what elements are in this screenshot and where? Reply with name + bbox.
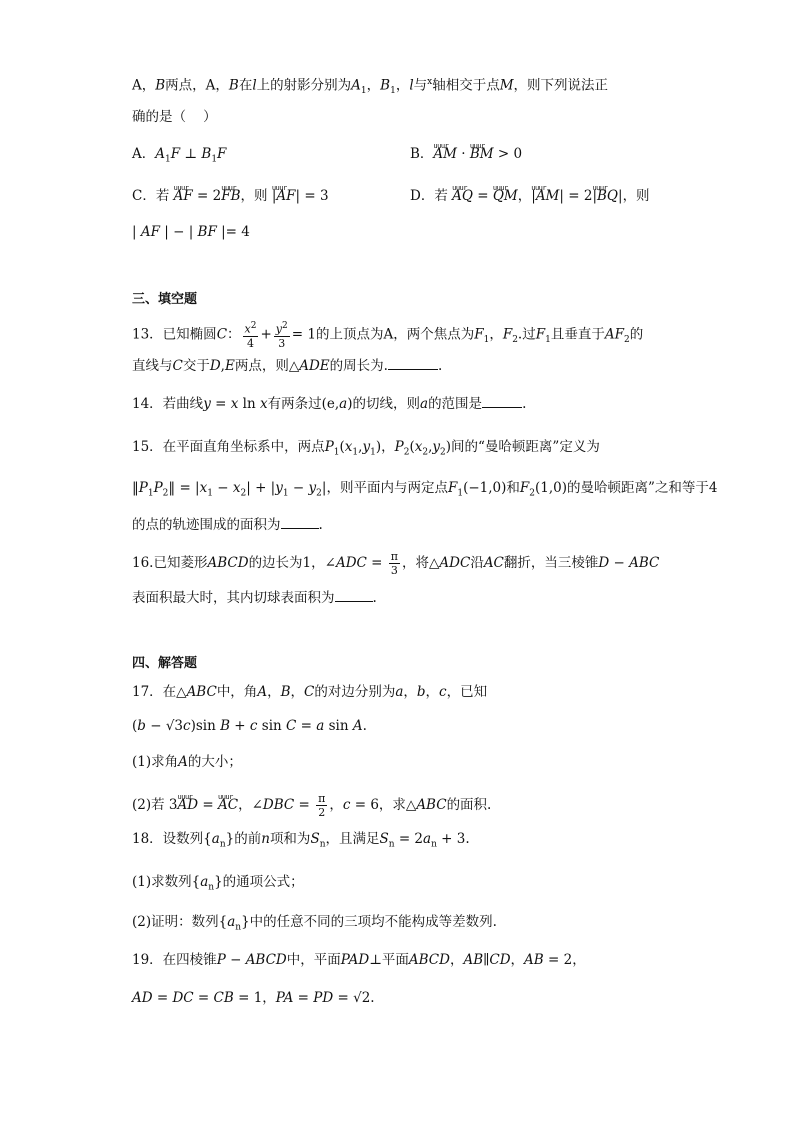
q12-option-d-line2: | AF | − | BF |= 4 <box>132 224 250 240</box>
q12-line2: 确的是（ ） <box>132 109 217 125</box>
q13-line1: 13．已知椭圆C： $\frac{x^2}{4}$ + $\frac{y^2}{3}$ = 1的上顶点为A，两个焦点为$F_1$，$F_2$.过$F_1$且垂直于$AF_2$的 <box>132 321 644 350</box>
q17-sub1: (1)求角A的大小； <box>132 754 242 770</box>
q18-sub1: (1)求数列$\{a_n\}$的通项公式； <box>132 874 304 893</box>
q17-line1: 17．在△ABC中，角A，B，C的对边分别为a，b，c，已知 <box>132 684 488 700</box>
q18-sub2: (2)证明：数列$\{a_n\}$中的任意不同的三项均不能构成等差数列. <box>132 914 497 933</box>
q19-line1: 19．在四棱锥P − ABCD中，平面PAD⊥平面ABCD，AB∥CD，AB = 2， <box>132 952 586 968</box>
q15-line1: 15．在平面直角坐标系中，两点$P_1(x_1,y_1)$，$P_2(x_2,y_2)$间的“曼哈顿距离”定义为 <box>132 439 600 458</box>
q16-line1: 16.已知菱形ABCD的边长为1，∠ADC = $\frac{\pi}{3}$ ，将△ADC沿AC翻折，当三棱锥D − ABC <box>132 550 660 577</box>
q12-option-d: D．若 uuur AQ = uuur QM，uuur |AM| = 2uuur |BQ|，则 <box>410 186 650 206</box>
q15-line3: 的点的轨迹围成的面积为 . <box>132 517 323 533</box>
q15-line2: $‖P_1P_2‖ = |x_1 - x_2| + |y_1 - y_2|$，则平面内与两定点$F_1(-1,0)$和$F_2(1,0)$的曼哈顿距离”之和等于4 <box>132 480 718 499</box>
q12-option-b: B．uuur AM · uuur BM > 0 <box>410 144 522 164</box>
q16-line2: 表面积最大时，其内切球表面积为 . <box>132 590 377 606</box>
q18-line1: 18．设数列$\{a_n\}$的前n项和为$S_n$，且满足$S_n = 2a_n + 3$. <box>132 831 470 850</box>
q17-sub2: (2)若 3uuur AD = uuur AC，∠DBC = $\frac{\pi}{2}$ ，c = 6，求△ABC的面积. <box>132 792 491 819</box>
q12-line1: A，B两点，A，B在l上的射影分别为$A_1$，$B_1$，l与$^x$轴相交于点M，则下列说法正 <box>132 77 609 97</box>
section-solve: 四、解答题 <box>132 656 198 671</box>
q12-option-c: C．若 uuur AF = 2uuur FB，则 uuur |AF| = 3 <box>132 186 329 206</box>
q17-line2: (b − √3c)sin B + c sin C = a sin A. <box>132 718 367 734</box>
section-fill-blank: 三、填空题 <box>132 292 198 307</box>
q12-option-a: A．$A_1F$ ⊥ $B_1F$ <box>132 146 227 165</box>
q19-line2: AD = DC = CB = 1，PA = PD = √2. <box>132 990 375 1006</box>
q14: 14．若曲线y = x ln x有两条过(e,a)的切线，则a的范围是 . <box>132 396 527 412</box>
q13-line2: 直线与C交于D,E两点，则△ADE的周长为. . <box>132 358 443 374</box>
